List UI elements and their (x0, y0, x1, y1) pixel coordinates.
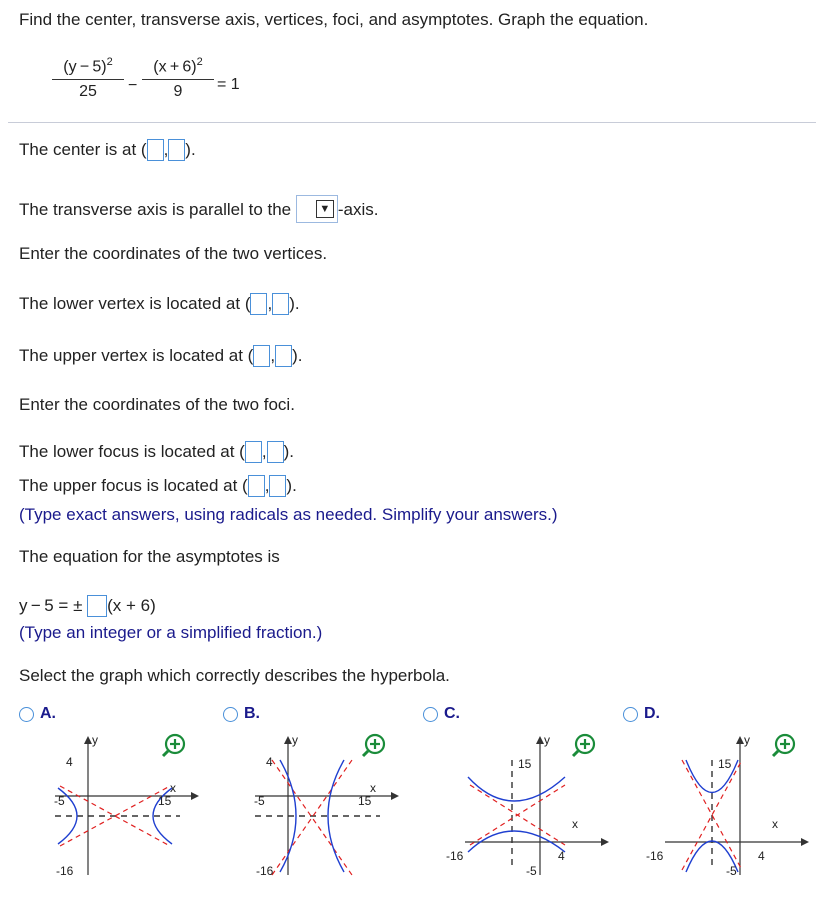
graph-d-right: 4 (758, 849, 765, 863)
center-y-input[interactable] (168, 139, 185, 161)
graph-d-ylabel: y (744, 733, 750, 747)
center-row: The center is at ( , ). (19, 140, 196, 159)
graph-d[interactable] (640, 730, 810, 890)
lower-vertex-x-input[interactable] (250, 293, 267, 315)
lower-vertex-y-input[interactable] (272, 293, 289, 315)
option-d-label: D. (644, 705, 660, 722)
graph-a-top: 4 (66, 755, 73, 769)
zoom-in-icon[interactable] (363, 735, 384, 756)
graph-a-bottom: -16 (56, 864, 74, 878)
foci-hint: (Type exact answers, using radicals as needed. Simplify your answers.) (19, 505, 558, 524)
option-d-radio[interactable] (623, 707, 638, 722)
center-x-input[interactable] (147, 139, 164, 161)
option-a-label: A. (40, 705, 56, 722)
graph-b-top: 4 (266, 755, 273, 769)
upper-vertex-x-input[interactable] (253, 345, 270, 367)
graph-d-left: -16 (646, 849, 664, 863)
graph-a[interactable] (30, 730, 200, 890)
zoom-in-icon[interactable] (773, 735, 794, 756)
option-c-label: C. (444, 705, 460, 722)
asymptote-slope-input[interactable] (87, 595, 107, 617)
upper-vertex-row: The upper vertex is located at ( , ). (19, 346, 303, 365)
graph-a-xlabel: x (170, 781, 176, 795)
lower-vertex-row: The lower vertex is located at ( , ). (19, 294, 300, 313)
eq-minus: − (128, 77, 138, 94)
zoom-in-icon[interactable] (163, 735, 184, 756)
option-c-radio[interactable] (423, 707, 438, 722)
graph-b-left: -5 (254, 794, 265, 808)
axis-row: The transverse axis is parallel to the ▼ -axis. (19, 195, 378, 223)
vertices-prompt: Enter the coordinates of the two vertices. (19, 244, 328, 263)
asymptote-hint: (Type an integer or a simplified fraction.) (19, 623, 323, 642)
option-b-label: B. (244, 705, 260, 722)
upper-focus-x-input[interactable] (248, 475, 265, 497)
eq-num2: (x + 6) (153, 58, 197, 76)
asymptote-prompt: The equation for the asymptotes is (19, 547, 280, 566)
foci-prompt: Enter the coordinates of the two foci. (19, 395, 295, 414)
graph-c-left: -16 (446, 849, 464, 863)
upper-focus-y-input[interactable] (269, 475, 286, 497)
graph-d-bottom: -5 (726, 864, 737, 878)
instructions: Find the center, transverse axis, vertices, foci, and asymptotes. Graph the equation. (19, 10, 649, 29)
option-a-radio[interactable] (19, 707, 34, 722)
dropdown-arrow-icon[interactable]: ▼ (316, 200, 334, 218)
graph-a-right: 15 (158, 794, 172, 808)
divider (8, 122, 816, 123)
eq-rhs: = 1 (217, 76, 240, 93)
graph-c-xlabel: x (572, 817, 578, 831)
graph-prompt: Select the graph which correctly describes the hyperbola. (19, 666, 450, 685)
eq-den2: 9 (173, 83, 183, 101)
lower-focus-row: The lower focus is located at ( , ). (19, 442, 294, 461)
graph-b-bottom: -16 (256, 864, 274, 878)
graph-a-left: -5 (54, 794, 65, 808)
graph-b-right: 15 (358, 794, 372, 808)
graph-d-top: 15 (718, 757, 732, 771)
eq-den1: 25 (79, 83, 97, 101)
graph-c[interactable] (440, 730, 610, 890)
graph-a-ylabel: y (92, 733, 98, 747)
option-b-radio[interactable] (223, 707, 238, 722)
graph-c-right: 4 (558, 849, 565, 863)
lower-focus-x-input[interactable] (245, 441, 262, 463)
zoom-in-icon[interactable] (573, 735, 594, 756)
graph-b[interactable] (230, 730, 400, 890)
graph-b-ylabel: y (292, 733, 298, 747)
graph-d-xlabel: x (772, 817, 778, 831)
lower-focus-y-input[interactable] (267, 441, 284, 463)
upper-vertex-y-input[interactable] (275, 345, 292, 367)
graph-c-ylabel: y (544, 733, 550, 747)
upper-focus-row: The upper focus is located at ( , ). (19, 476, 297, 495)
eq-num1: (y − 5) (63, 58, 107, 76)
graph-c-bottom: -5 (526, 864, 537, 878)
graph-c-top: 15 (518, 757, 532, 771)
asymptote-row: y − 5 = ± (x + 6) (19, 596, 156, 615)
graph-b-xlabel: x (370, 781, 376, 795)
axis-select[interactable] (296, 195, 338, 223)
